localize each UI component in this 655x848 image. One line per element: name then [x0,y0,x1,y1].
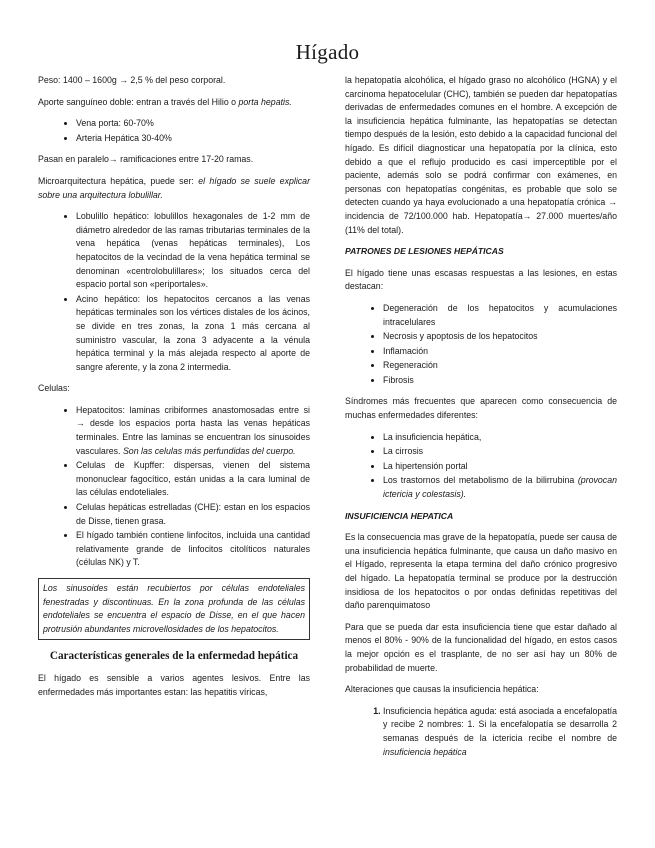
right-column [345,74,617,767]
list-item: • Lobulillo hepático: lobulillos hexagonales de 1-2 mm de diámetro alrededor de las ramas tributarias terminales de la vena hepática (venas hepáticas terminales), Los hepatocitos de la vecindad de la vena hepática terminal se denominan «centrolobulillares»; los situados cerca del espacio portal son «periportales». [76,210,310,292]
page-title: Hígado [295,40,360,64]
list-item: • El hígado también contiene linfocitos, incluida una cantidad relativamente grande de linfocitos citolíticos naturales (células NK) y T. [76,529,310,570]
list-item: • Necrosis y apoptosis de los hepatocitos [383,330,617,344]
insufficiency-paragraph-2: Para que se pueda dar esta insuficiencia tiene que estar dañado al menos el 80% - 90% de la funcionalidad del hígado, en estos casos la mejor opción es el trasplante, de no ser así hay un 80% de probabilidad de muerte. [345,621,617,673]
left-column [38,74,310,708]
alterations-list [345,705,617,759]
agents-paragraph: El hígado es sensible a varios agentes lesivos. Entre las enfermedades más importantes estan: las hepatitis víricas, [38,673,310,697]
list-item: • Regeneración [383,359,617,373]
list-item: • Vena porta: 60-70% [76,117,310,131]
section-heading-insufficiency: INSUFICIENCIA HEPATICA [345,510,454,521]
list-item: 1. Insuficiencia hepática aguda: está asociada a encefalopatía y recibe 2 nombres: 1. Si la encefalopatía se desarrolla 2 semanas después de la ictericia recibe el nombre de insuficiencia hepática [383,705,617,759]
list-item: • Celulas de Kupffer: dispersas, vienen del sistema mononuclear fagocítico, están unidas a la cara luminal de las células endoteliales. [76,459,310,500]
list-item: • Arteria Hepática 30-40% [76,132,310,146]
syndromes-list [345,431,617,502]
insufficiency-paragraph-1: Es la consecuencia mas grave de la hepatopatía, puede ser causa de una insuficiencia hepática fulminante, que causa un daño masivo en el Hígado, representa la etapa termina del daño crónico progresivo del hígado. La hepatopatía terminal se produce por la destrucción insidiosa de los hepatocitos o por ondas definidas repetitivas del daño parenquimatoso [345,532,617,611]
patterns-list [345,302,617,388]
blood-supply-list [38,117,310,145]
weight-paragraph: Peso: 1400 – 1600g → 2,5 % del peso corporal. [38,75,226,85]
list-item: • La cirrosis [383,445,617,459]
list-item: • Inflamación [383,345,617,359]
cells-list [38,404,310,570]
section-heading-general: Características generales de la enfermedad hepática [49,650,299,663]
patterns-intro: El hígado tiene unas escasas respuestas a las lesiones, en estas destacan: [345,267,617,292]
syndromes-paragraph: Síndromes más frecuentes que aparecen como consecuencia de muchas enfermedades diferentes: [345,396,617,421]
list-item: • La hipertensión portal [383,460,617,474]
parallel-paragraph: Pasan en paralelo→ ramificaciones entre 17-20 ramas. [38,154,254,165]
continuation-paragraph: la hepatopatía alcohólica, el hígado graso no alcohólico (HGNA) y el carcinoma hepatocelular (CHC), también se pueden dar hepatopatías derivadas de enfermedades comunes en el hombre. A excepción de la insuficiencia hepática fulminante, las hepatopatías se detectan tiempo después de la lesión, esto debido a la capacidad funcional del hígado. Es difícil diagnosticar una hepatopatía por la clínica, esto debido a que el reflujo producido es casi imperceptible por el paciente, además solo se podrá confirmar con exámenes, en personas con hepatopatías congénitas, es probable que solo se detecten cuando ya haya evolucionado a una hepatopatía crónica → incidencia de 72/100.000 hab. Hepatopatía→ 27.000 muertes/año (11% del total). [345,75,617,235]
list-item: • Hepatocitos: laminas cribiformes anastomosadas entre si → desde los espacios porta hasta las venas hepáticas terminales. Entre las laminas se encuentran los sinusoides vasculares. Son las celulas más perfundidas del cuerpo. [76,404,310,458]
sinusoids-note-box: Los sinusoides están recubiertos por células endoteliales fenestradas y discontinuas. En la zona profunda de las células endoteliales se encuentra el espacio de Disse, en el que hacen protrusión abundantes microvellosidades de los hepatocitos. [38,578,310,640]
alterations-paragraph: Alteraciones que causas la insuficiencia hepática: [345,684,539,695]
list-item: • Los trastornos del metabolismo de la bilirrubina (provocan ictericia y colestasis). [383,474,617,501]
microarchitecture-paragraph: Microarquitectura hepática, puede ser: el hígado se suele explicar sobre una arquitectura lobulillar. [38,175,310,200]
cells-label: Celulas: [38,383,70,394]
list-item: • Acino hepático: los hepatocitos cercanos a las venas hepáticas terminales son los vértices distales de los ácinos, se divide en tres zonas, la zona 1 más cercana al suministro vascular, la zona 3 adyacente a la vénula hepática terminal y la más alejada respecto al aporte de sangre aferente, y la zona 2 intermedia. [76,293,310,375]
blood-supply-paragraph: Aporte sanguíneo doble: entran a través del Hilio o porta hepatis. [38,96,292,107]
microarchitecture-list [38,210,310,374]
list-item: • Celulas hepáticas estrelladas (CHE): estan en los espacios de Disse, tienen grasa. [76,501,310,528]
list-item: • Degeneración de los hepatocitos y acumulaciones intracelulares [383,302,617,329]
section-heading-patterns: PATRONES DE LESIONES HEPÁTICAS [345,246,504,257]
list-item: • Fibrosis [383,374,617,388]
list-item: • La insuficiencia hepática, [383,431,617,445]
